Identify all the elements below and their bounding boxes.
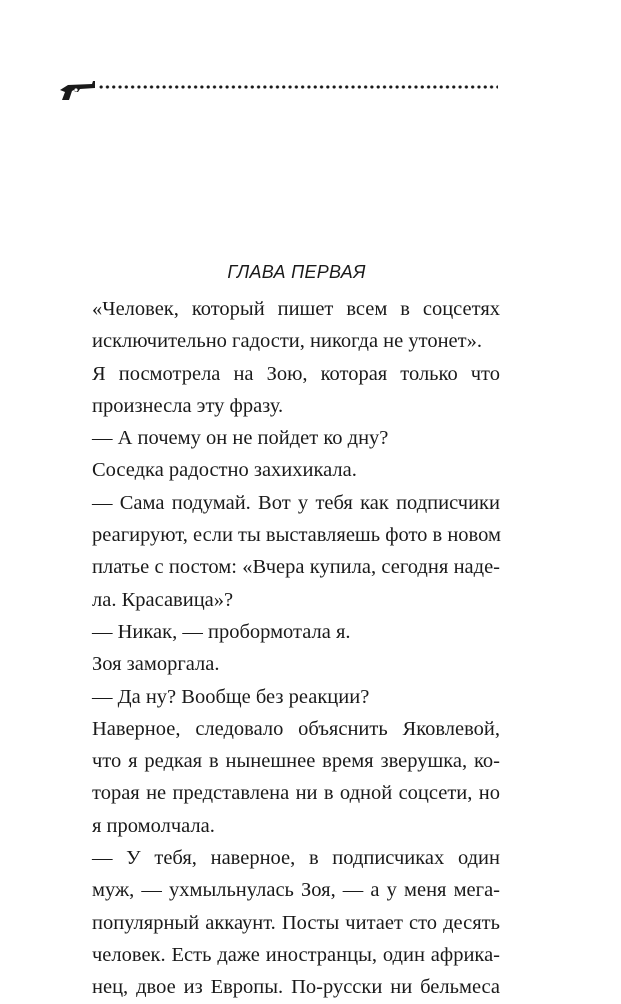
text-line: человек. Есть даже иностранцы, один африка- <box>92 943 500 966</box>
text-line: исключительно гадости, никогда не утонет». <box>92 330 482 353</box>
text-line: Я посмотрела на Зою, которая только что <box>92 362 500 385</box>
text-line: реагируют, если ты выставляешь фото в новом <box>92 524 501 547</box>
text-line: Соседка радостно захихикала. <box>92 459 357 482</box>
text-line: — Сама подумай. Вот у тебя как подписчики <box>92 491 500 514</box>
text-line: муж, — ухмыльнулась Зоя, — а у меня мега- <box>92 879 500 902</box>
text-line: произнесла эту фразу. <box>92 394 284 417</box>
text-line: — Да ну? Вообще без реакции? <box>92 685 370 708</box>
text-line: нец, двое из Европы. По-русски ни бельмеса <box>92 976 500 999</box>
text-line: торая не представлена ни в одной соцсети, но <box>92 782 500 805</box>
text-line: что я редкая в нынешнее время зверушка, ко- <box>92 750 500 773</box>
text-line: популярный аккаунт. Посты читает сто десять <box>92 911 500 934</box>
text-line: Наверное, следовало объяснить Яковлевой, <box>92 717 500 740</box>
revolver-icon <box>58 76 96 102</box>
text-line: я промолчала. <box>92 814 215 837</box>
body-text <box>92 293 500 1004</box>
text-line: «Человек, который пишет всем в соцсетях <box>92 298 500 320</box>
text-line: — Никак, — пробормотала я. <box>92 620 351 643</box>
chapter-title: ГЛАВА ПЕРВАЯ <box>227 262 366 282</box>
text-line: — А почему он не пойдет ко дну? <box>92 427 389 450</box>
dotted-divider <box>98 84 498 90</box>
header-ornament <box>58 76 498 102</box>
text-line: — У тебя, наверное, в подписчиках один <box>92 847 500 870</box>
text-line: Зоя заморгала. <box>92 653 220 676</box>
text-line: ла. Красавица»? <box>92 588 234 611</box>
text-line: платье с постом: «Вчера купила, сегодня наде- <box>92 556 500 579</box>
